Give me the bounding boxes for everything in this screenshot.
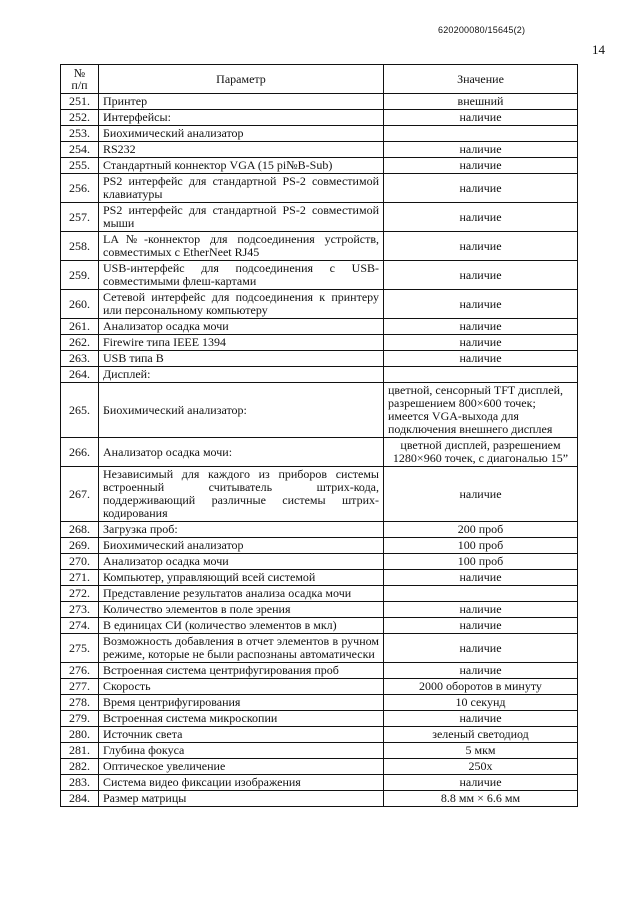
parameter-cell: USB-интерфейс для подсоединения с USB-совместимыми флеш-картами bbox=[99, 261, 384, 290]
row-number: 273. bbox=[61, 602, 99, 618]
table-row bbox=[61, 383, 578, 438]
column-header-parameter: Параметр bbox=[99, 65, 384, 94]
value-cell: наличие bbox=[384, 467, 578, 522]
parameter-cell: Принтер bbox=[99, 94, 384, 110]
row-number: 277. bbox=[61, 679, 99, 695]
column-header-value: Значение bbox=[384, 65, 578, 94]
parameter-cell: PS2 интерфейс для стандартной PS-2 совместимой клавиатуры bbox=[99, 174, 384, 203]
value-cell: 250x bbox=[384, 759, 578, 775]
table-row bbox=[61, 602, 578, 618]
table-row bbox=[61, 94, 578, 110]
row-number: 251. bbox=[61, 94, 99, 110]
table-row bbox=[61, 351, 578, 367]
table-row bbox=[61, 743, 578, 759]
table-row bbox=[61, 522, 578, 538]
value-cell: наличие bbox=[384, 232, 578, 261]
table-row bbox=[61, 775, 578, 791]
parameter-cell: Сетевой интерфейс для подсоединения к принтеру или персональному компьютеру bbox=[99, 290, 384, 319]
value-cell: наличие bbox=[384, 261, 578, 290]
table-row bbox=[61, 467, 578, 522]
value-cell: наличие bbox=[384, 335, 578, 351]
row-number: 265. bbox=[61, 383, 99, 438]
value-cell: наличие bbox=[384, 602, 578, 618]
table-row bbox=[61, 554, 578, 570]
parameter-cell: RS232 bbox=[99, 142, 384, 158]
row-number: 282. bbox=[61, 759, 99, 775]
row-number: 253. bbox=[61, 126, 99, 142]
parameter-cell: Биохимический анализатор bbox=[99, 126, 384, 142]
value-cell: 5 мкм bbox=[384, 743, 578, 759]
value-cell: внешний bbox=[384, 94, 578, 110]
column-header-number: № п/п bbox=[61, 65, 99, 94]
value-cell: наличие bbox=[384, 174, 578, 203]
value-cell bbox=[384, 586, 578, 602]
row-number: 267. bbox=[61, 467, 99, 522]
table-row bbox=[61, 791, 578, 807]
table-header-row bbox=[61, 65, 578, 94]
row-number: 284. bbox=[61, 791, 99, 807]
table-row bbox=[61, 759, 578, 775]
table-row bbox=[61, 538, 578, 554]
value-cell: наличие bbox=[384, 634, 578, 663]
row-number: 276. bbox=[61, 663, 99, 679]
parameter-cell: LA№-коннектор для подсоединения устройств, совместимых с EtherNeet RJ45 bbox=[99, 232, 384, 261]
table-row bbox=[61, 586, 578, 602]
table-row bbox=[61, 203, 578, 232]
parameter-cell: Анализатор осадка мочи: bbox=[99, 438, 384, 467]
value-cell: наличие bbox=[384, 203, 578, 232]
parameter-cell: Анализатор осадка мочи bbox=[99, 554, 384, 570]
parameter-cell: Время центрифугирования bbox=[99, 695, 384, 711]
parameter-cell: Биохимический анализатор bbox=[99, 538, 384, 554]
value-cell: наличие bbox=[384, 663, 578, 679]
table-row bbox=[61, 663, 578, 679]
row-number: 262. bbox=[61, 335, 99, 351]
parameter-cell: Загрузка проб: bbox=[99, 522, 384, 538]
row-number: 254. bbox=[61, 142, 99, 158]
value-cell: 200 проб bbox=[384, 522, 578, 538]
value-cell: цветной, сенсорный TFT дисплей, разрешением 800×600 точек; имеется VGA-выхода для подключения внешнего дисплея bbox=[384, 383, 578, 438]
parameter-cell: Интерфейсы: bbox=[99, 110, 384, 126]
parameter-cell: Размер матрицы bbox=[99, 791, 384, 807]
parameter-cell: Встроенная система микроскопии bbox=[99, 711, 384, 727]
row-number: 258. bbox=[61, 232, 99, 261]
table-row bbox=[61, 319, 578, 335]
value-cell bbox=[384, 126, 578, 142]
table-row bbox=[61, 126, 578, 142]
row-number: 268. bbox=[61, 522, 99, 538]
value-cell: наличие bbox=[384, 711, 578, 727]
parameter-cell: Дисплей: bbox=[99, 367, 384, 383]
parameter-cell: Встроенная система центрифугирования проб bbox=[99, 663, 384, 679]
value-cell: наличие bbox=[384, 142, 578, 158]
row-number: 260. bbox=[61, 290, 99, 319]
table-row bbox=[61, 158, 578, 174]
row-number: 270. bbox=[61, 554, 99, 570]
parameter-cell: Глубина фокуса bbox=[99, 743, 384, 759]
parameter-cell: Firewire типа IEEE 1394 bbox=[99, 335, 384, 351]
parameter-cell: USB типа B bbox=[99, 351, 384, 367]
value-cell: 2000 оборотов в минуту bbox=[384, 679, 578, 695]
row-number: 264. bbox=[61, 367, 99, 383]
table-row bbox=[61, 174, 578, 203]
value-cell: 8.8 мм × 6.6 мм bbox=[384, 791, 578, 807]
value-cell: наличие bbox=[384, 158, 578, 174]
row-number: 255. bbox=[61, 158, 99, 174]
specification-table bbox=[60, 64, 578, 807]
value-cell: 10 секунд bbox=[384, 695, 578, 711]
table-row bbox=[61, 335, 578, 351]
parameter-cell: Источник света bbox=[99, 727, 384, 743]
table-row bbox=[61, 290, 578, 319]
value-cell: 100 проб bbox=[384, 538, 578, 554]
row-number: 272. bbox=[61, 586, 99, 602]
parameter-cell: Система видео фиксации изображения bbox=[99, 775, 384, 791]
parameter-cell: В единицах СИ (количество элементов в мкл) bbox=[99, 618, 384, 634]
row-number: 256. bbox=[61, 174, 99, 203]
value-cell: цветной дисплей, разрешением 1280×960 точек, с диагональю 15” bbox=[384, 438, 578, 467]
parameter-cell: Стандартный коннектор VGA (15 pi№B-Sub) bbox=[99, 158, 384, 174]
table-row bbox=[61, 570, 578, 586]
parameter-cell: Количество элементов в поле зрения bbox=[99, 602, 384, 618]
page-number: 14 bbox=[592, 42, 605, 57]
row-number: 252. bbox=[61, 110, 99, 126]
table-row bbox=[61, 232, 578, 261]
row-number: 275. bbox=[61, 634, 99, 663]
parameter-cell: Анализатор осадка мочи bbox=[99, 319, 384, 335]
parameter-cell: Компьютер, управляющий всей системой bbox=[99, 570, 384, 586]
row-number: 269. bbox=[61, 538, 99, 554]
parameter-cell: Представление результатов анализа осадка мочи bbox=[99, 586, 384, 602]
value-cell: наличие bbox=[384, 319, 578, 335]
row-number: 274. bbox=[61, 618, 99, 634]
document-id: 620200080/15645(2) bbox=[438, 25, 526, 35]
table-row bbox=[61, 695, 578, 711]
row-number: 261. bbox=[61, 319, 99, 335]
table-row bbox=[61, 679, 578, 695]
table-row bbox=[61, 142, 578, 158]
value-cell: наличие bbox=[384, 618, 578, 634]
value-cell: наличие bbox=[384, 110, 578, 126]
table-row bbox=[61, 367, 578, 383]
table-row bbox=[61, 618, 578, 634]
value-cell: зеленый светодиод bbox=[384, 727, 578, 743]
parameter-cell: Независимый для каждого из приборов системы встроенный считыватель штрих-кода, поддерживающий различные системы штрих-кодирования bbox=[99, 467, 384, 522]
parameter-cell: Оптическое увеличение bbox=[99, 759, 384, 775]
parameter-cell: PS2 интерфейс для стандартной PS-2 совместимой мыши bbox=[99, 203, 384, 232]
table-row bbox=[61, 711, 578, 727]
row-number: 283. bbox=[61, 775, 99, 791]
table-row bbox=[61, 110, 578, 126]
row-number: 257. bbox=[61, 203, 99, 232]
table-row bbox=[61, 261, 578, 290]
value-cell: наличие bbox=[384, 290, 578, 319]
parameter-cell: Скорость bbox=[99, 679, 384, 695]
row-number: 280. bbox=[61, 727, 99, 743]
value-cell: наличие bbox=[384, 351, 578, 367]
row-number: 278. bbox=[61, 695, 99, 711]
row-number: 279. bbox=[61, 711, 99, 727]
value-cell bbox=[384, 367, 578, 383]
value-cell: 100 проб bbox=[384, 554, 578, 570]
value-cell: наличие bbox=[384, 775, 578, 791]
row-number: 263. bbox=[61, 351, 99, 367]
row-number: 259. bbox=[61, 261, 99, 290]
parameter-cell: Биохимический анализатор: bbox=[99, 383, 384, 438]
table-row bbox=[61, 727, 578, 743]
parameter-cell: Возможность добавления в отчет элементов в ручном режиме, которые не были распознаны автоматически bbox=[99, 634, 384, 663]
table-row bbox=[61, 438, 578, 467]
row-number: 271. bbox=[61, 570, 99, 586]
row-number: 281. bbox=[61, 743, 99, 759]
table-row bbox=[61, 634, 578, 663]
row-number: 266. bbox=[61, 438, 99, 467]
value-cell: наличие bbox=[384, 570, 578, 586]
